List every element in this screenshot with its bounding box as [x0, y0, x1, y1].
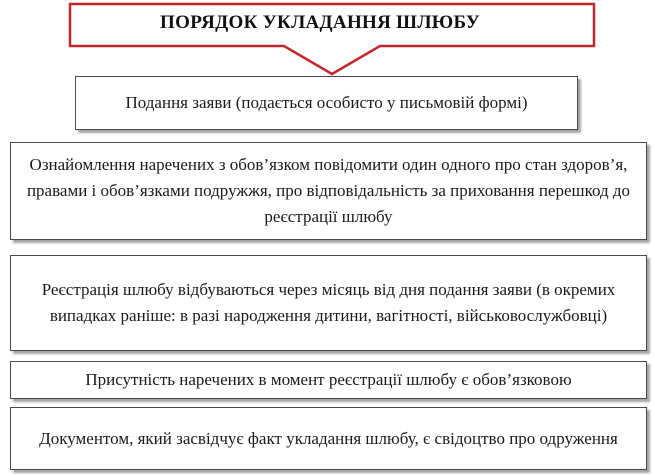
step-text-certificate: Документом, який засвідчує факт укладання шлюбу, є свідоцтво про одруження	[39, 428, 618, 448]
step-text-registration-timing: Реєстрація шлюбу відбуваються через місяць від дня подання заяви (в окремих випадках раніше: в разі народження дитини, вагітності, військовослужбовці)	[41, 280, 616, 325]
step-box-presence-required	[10, 361, 647, 399]
step-text-application: Подання заяви (подається особисто у письмовій формі)	[125, 93, 528, 112]
diagram-title: ПОРЯДОК УКЛАДАННЯ ШЛЮБУ	[160, 12, 480, 33]
step-box-application	[75, 76, 578, 130]
step-text-familiarization: Ознайомлення наречених з обов’язком повідомити один одного про стан здоров’я, правами і обов’язками подружжя, про відповідальність за приховання перешкод до реєстрації шлюбу	[26, 155, 631, 226]
step-box-registration-timing	[10, 255, 647, 351]
step-box-certificate	[10, 407, 647, 470]
step-box-familiarization	[10, 142, 647, 240]
step-text-presence-required: Присутність наречених в момент реєстрації шлюбу є обов’язковою	[85, 370, 572, 389]
